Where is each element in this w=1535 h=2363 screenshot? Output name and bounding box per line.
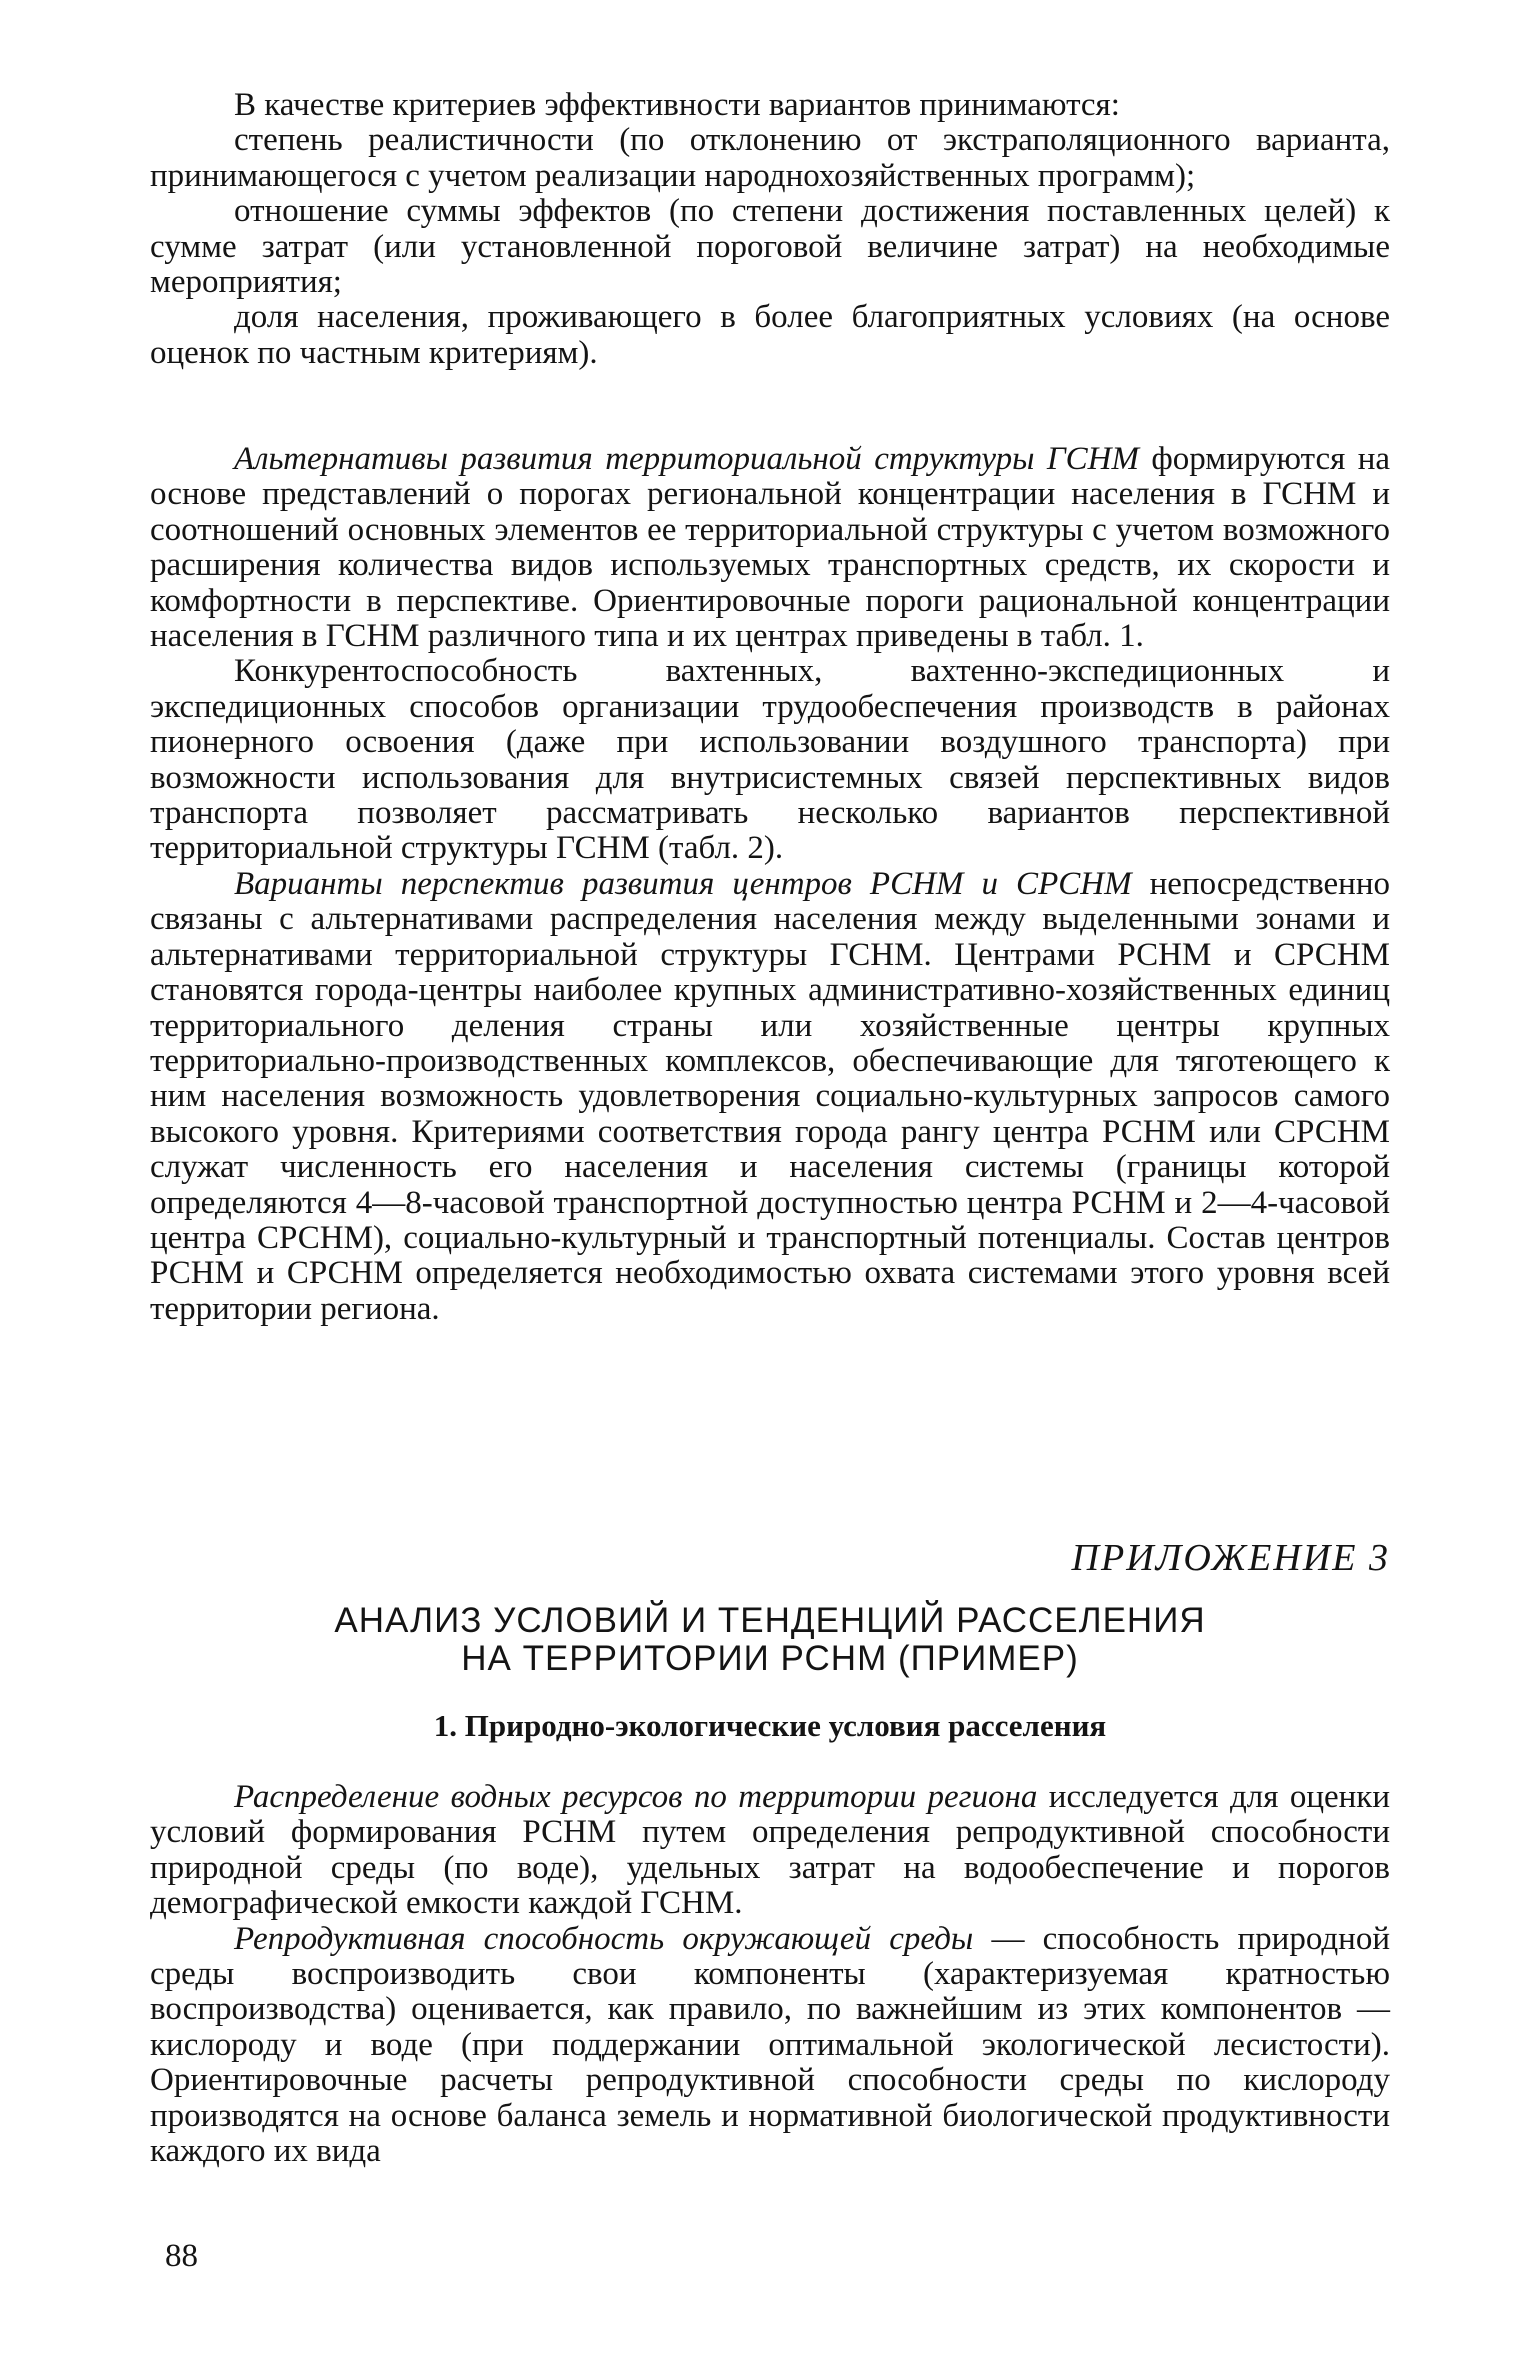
reproductive-body: — способность природной среды воспроизводить свои компоненты (характеризуемая кратностью воспроизводства) оценивается, как правило, по важнейшим из этих компонентов — кислороду и воде (при поддержании оптимальной экологической лесистости). Ориентировочные расчеты репродуктивной способности среды по кислороду производятся на основе баланса земель и нормативной биологической продуктивности каждого их вида xyxy=(150,1920,1390,2170)
water-italic-lead: Распределение водных ресурсов по территории региона xyxy=(234,1779,1038,1815)
water-paragraph xyxy=(150,1780,1390,1922)
ecology-block xyxy=(150,1780,1390,2169)
variants-paragraph xyxy=(150,867,1390,1327)
alternatives-paragraph xyxy=(150,442,1390,654)
section-heading: 1. Природно-экологические условия расселения xyxy=(433,1708,1107,1743)
water-body: исследуется для оценки условий формирования РСНМ путем определения репродуктивной способности природной среды (по воде), удельных затрат на водообеспечение и порогов демографической емкости каждой ГСНМ. xyxy=(150,1779,1390,1922)
criterion-population-share: доля населения, проживающего в более благоприятных условиях (на основе оценок по частным критериям). xyxy=(150,299,1390,371)
title-line-1: АНАЛИЗ УСЛОВИЙ И ТЕНДЕНЦИЙ РАССЕЛЕНИЯ xyxy=(334,1601,1206,1640)
criteria-block xyxy=(150,88,1390,371)
alternatives-block xyxy=(150,442,1390,1327)
competitiveness-paragraph: Конкурентоспособность вахтенных, вахтенно-экспедиционных и экспедиционных способов организации трудообеспечения производств в районах пионерного освоения (даже при использовании воздушного транспорта) при возможности использования для внутрисистемных связей перспективных видов транспорта позволяет рассматривать несколько вариантов перспективной территориальной структуры ГСНМ (табл. 2). xyxy=(150,653,1390,867)
alternatives-italic-lead: Альтернативы развития территориальной структуры ГСНМ xyxy=(234,441,1139,477)
appendix-title xyxy=(150,1602,1390,1678)
reproductive-paragraph xyxy=(150,1922,1390,2170)
variants-body: непосредственно связаны с альтернативами распределения населения между выделенными зонами и альтернативами территориальной структуры ГСНМ. Центрами РСНМ и СРСНМ становятся города-центры наиболее крупных административно-хозяйственных единиц территориального деления страны или хозяйственные центры крупных территориально-производственных комплексов, обеспечивающие для тяготеющего к ним населения возможность удовлетворения социально-культурных запросов самого высокого уровня. Критериями соответствия города рангу центра РСНМ или СРСНМ служат численность его населения и населения системы (границы которой определяются 4—8-часовой транспортной доступностью центра РСНМ и 2—4-часовой центра СРСНМ), социально-культурный и транспортный потенциалы. Состав центров РСНМ и СРСНМ определяется необходимостью охвата системами этого уровня всей территории региона. xyxy=(150,865,1390,1327)
title-line-2: НА ТЕРРИТОРИИ РСНМ (ПРИМЕР) xyxy=(461,1639,1079,1678)
criteria-intro: В качестве критериев эффективности вариантов принимаются: xyxy=(234,87,1120,123)
page-number: 88 xyxy=(165,2238,198,2274)
criterion-effect-cost: отношение суммы эффектов (по степени достижения поставленных целей) к сумме затрат (или установленной пороговой величине затрат) на необходимые мероприятия; xyxy=(150,193,1390,301)
appendix-label: ПРИЛОЖЕНИЕ 3 xyxy=(1071,1537,1390,1579)
criterion-realism: степень реалистичности (по отклонению от экстраполяционного варианта, принимающегося с учетом реализации народнохозяйственных программ); xyxy=(150,122,1390,194)
reproductive-italic-lead: Репродуктивная способность окружающей среды xyxy=(234,1920,974,1957)
alternatives-body: формируются на основе представлений о порогах региональной концентрации населения в ГСНМ и соотношений основных элементов ее территориальной структуры с учетом возможного расширения количества видов используемых транспортных средств, их скорости и комфортности в перспективе. Ориентировочные пороги рациональной концентрации населения в ГСНМ различного типа и их центрах приведены в табл. 1. xyxy=(150,441,1391,655)
variants-italic-lead: Варианты перспектив развития центров РСНМ и СРСНМ xyxy=(234,865,1132,902)
